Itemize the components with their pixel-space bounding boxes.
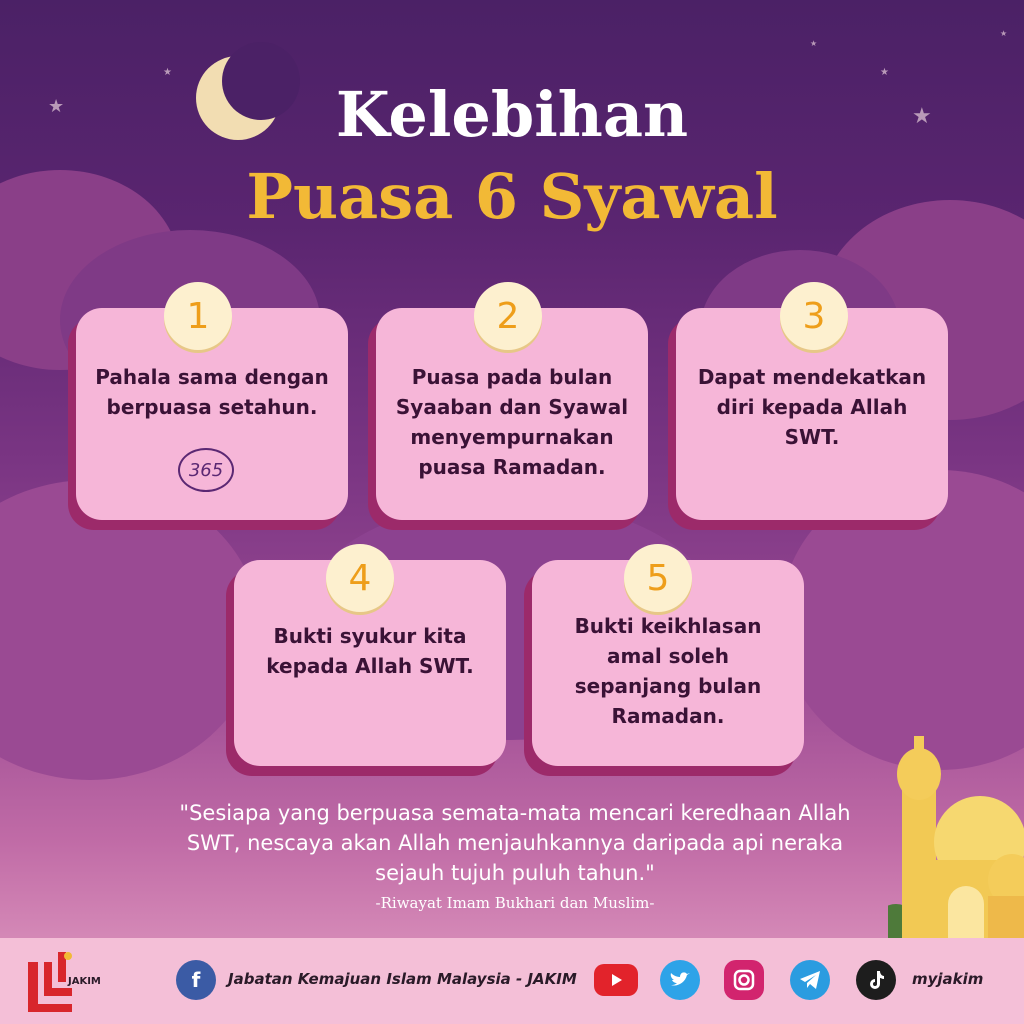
hadith-quote: "Sesiapa yang berpuasa semata-mata mencari keredhaan Allah SWT, nescaya akan Allah menjauhkannya daripada api neraka sejauh tujuh puluh tahun." xyxy=(179,801,851,885)
tiktok-icon[interactable] xyxy=(856,960,896,1000)
benefit-text: Bukti syukur kita kepada Allah SWT. xyxy=(266,624,474,678)
star-icon: ★ xyxy=(880,67,889,78)
benefit-number-badge: 5 xyxy=(624,544,692,612)
star-icon: ★ xyxy=(810,39,818,48)
hadith-source: -Riwayat Imam Bukhari dan Muslim- xyxy=(375,894,655,912)
footer-bar xyxy=(0,938,1024,1024)
page-title: Kelebihan xyxy=(335,78,689,151)
benefit-text: Dapat mendekatkan diri kepada Allah SWT. xyxy=(697,365,927,449)
page-subtitle: Puasa 6 Syawal xyxy=(246,160,778,233)
twitter-icon[interactable] xyxy=(660,960,700,1000)
social-handle: myjakim xyxy=(912,970,984,988)
star-icon: ★ xyxy=(1000,29,1008,38)
benefit-number-badge: 4 xyxy=(326,544,394,612)
youtube-icon[interactable] xyxy=(594,964,638,996)
calendar-365-icon: 365 xyxy=(178,448,234,492)
benefit-text: Bukti keikhlasan amal soleh sepanjang bulan Ramadan. xyxy=(574,614,762,728)
facebook-icon[interactable]: f xyxy=(176,960,216,1000)
benefit-text: Pahala sama dengan berpuasa setahun. xyxy=(95,365,329,419)
mosque-illustration xyxy=(888,730,1024,944)
star-icon: ★ xyxy=(163,67,172,78)
benefit-number-badge: 1 xyxy=(164,282,232,350)
star-icon: ★ xyxy=(48,96,65,117)
logo-label: JAKIM xyxy=(68,976,101,987)
telegram-icon[interactable] xyxy=(790,960,830,1000)
benefit-number-badge: 3 xyxy=(780,282,848,350)
star-icon: ★ xyxy=(912,104,932,129)
instagram-icon[interactable] xyxy=(724,960,764,1000)
organization-name: Jabatan Kemajuan Islam Malaysia - JAKIM xyxy=(228,970,577,988)
benefit-number-badge: 2 xyxy=(474,282,542,350)
cloud-decoration xyxy=(0,480,260,780)
benefit-text: Puasa pada bulan Syaaban dan Syawal menyempurnakan puasa Ramadan. xyxy=(395,365,629,479)
